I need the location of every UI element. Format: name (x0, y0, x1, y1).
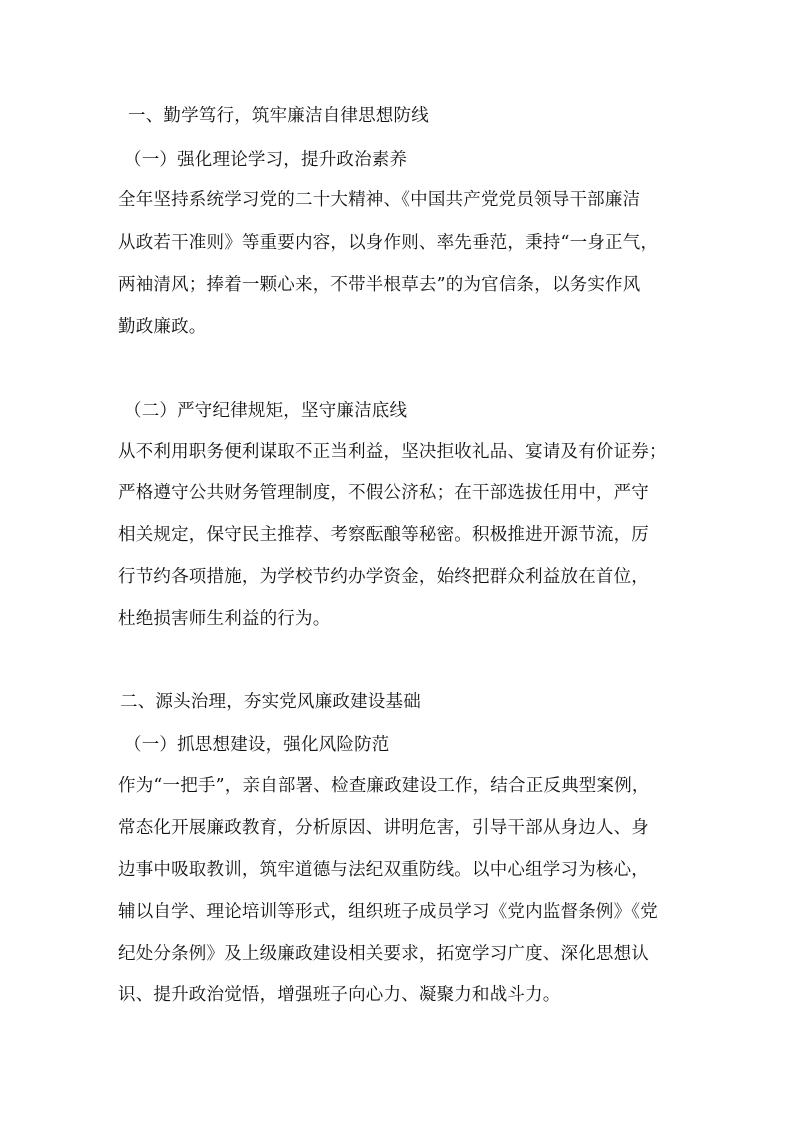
paragraph-line: 常态化开展廉政教育，分析原因、讲明危害，引导干部从身边人、身 (118, 818, 649, 838)
paragraph-line: 作为“一把手”，亲自部署、检查廉政建设工作，结合正反典型案例， (118, 776, 650, 796)
paragraph-line: 识、提升政治觉悟，增强班子向心力、凝聚力和战斗力。 (118, 985, 561, 1005)
paragraph-line: 严格遵守公共财务管理制度，不假公济私；在干部选拔任用中，严守 (118, 483, 649, 503)
paragraph-line: 从政若干准则》等重要内容，以身作则、率先垂范，秉持“一身正气， (118, 233, 659, 253)
paragraph-line: 勤政廉政。 (118, 317, 207, 337)
paragraph-line: 从不利用职务便利谋取不正当利益，坚决拒收礼品、宴请及有价证券； (118, 442, 667, 462)
subsection-heading: （一）抓思想建设，强化风险防范 (124, 735, 390, 755)
paragraph-line: 两袖清风；捧着一颗心来，不带半根草去”的为官信条，以务实作风 (118, 275, 641, 295)
subsection-heading: （一）强化理论学习，提升政治素养 (124, 150, 408, 170)
section-heading: 二、源头治理，夯实党风廉政建设基础 (120, 692, 421, 712)
paragraph-line: 杜绝损害师生利益的行为。 (118, 609, 331, 629)
paragraph-line: 行节约各项措施，为学校节约办学资金，始终把群众利益放在首位， (118, 567, 649, 587)
paragraph-line: 辅以自学、理论培训等形式，组织班子成员学习《党内监督条例》《党 (118, 902, 658, 922)
paragraph-line: 边事中吸取教训，筑牢道德与法纪双重防线。以中心组学习为核心， (118, 860, 649, 880)
section-heading: 一、勤学笃行，筑牢廉洁自律思想防线 (128, 106, 429, 126)
paragraph-line: 纪处分条例》及上级廉政建设相关要求，拓宽学习广度、深化思想认 (118, 944, 649, 964)
paragraph-line: 相关规定，保守民主推荐、考察酝酿等秘密。积极推进开源节流，厉 (118, 525, 649, 545)
subsection-heading: （二）严守纪律规矩，坚守廉洁底线 (124, 401, 408, 421)
paragraph-line: 全年坚持系统学习党的二十大精神、《中国共产党党员领导干部廉洁 (118, 190, 641, 210)
